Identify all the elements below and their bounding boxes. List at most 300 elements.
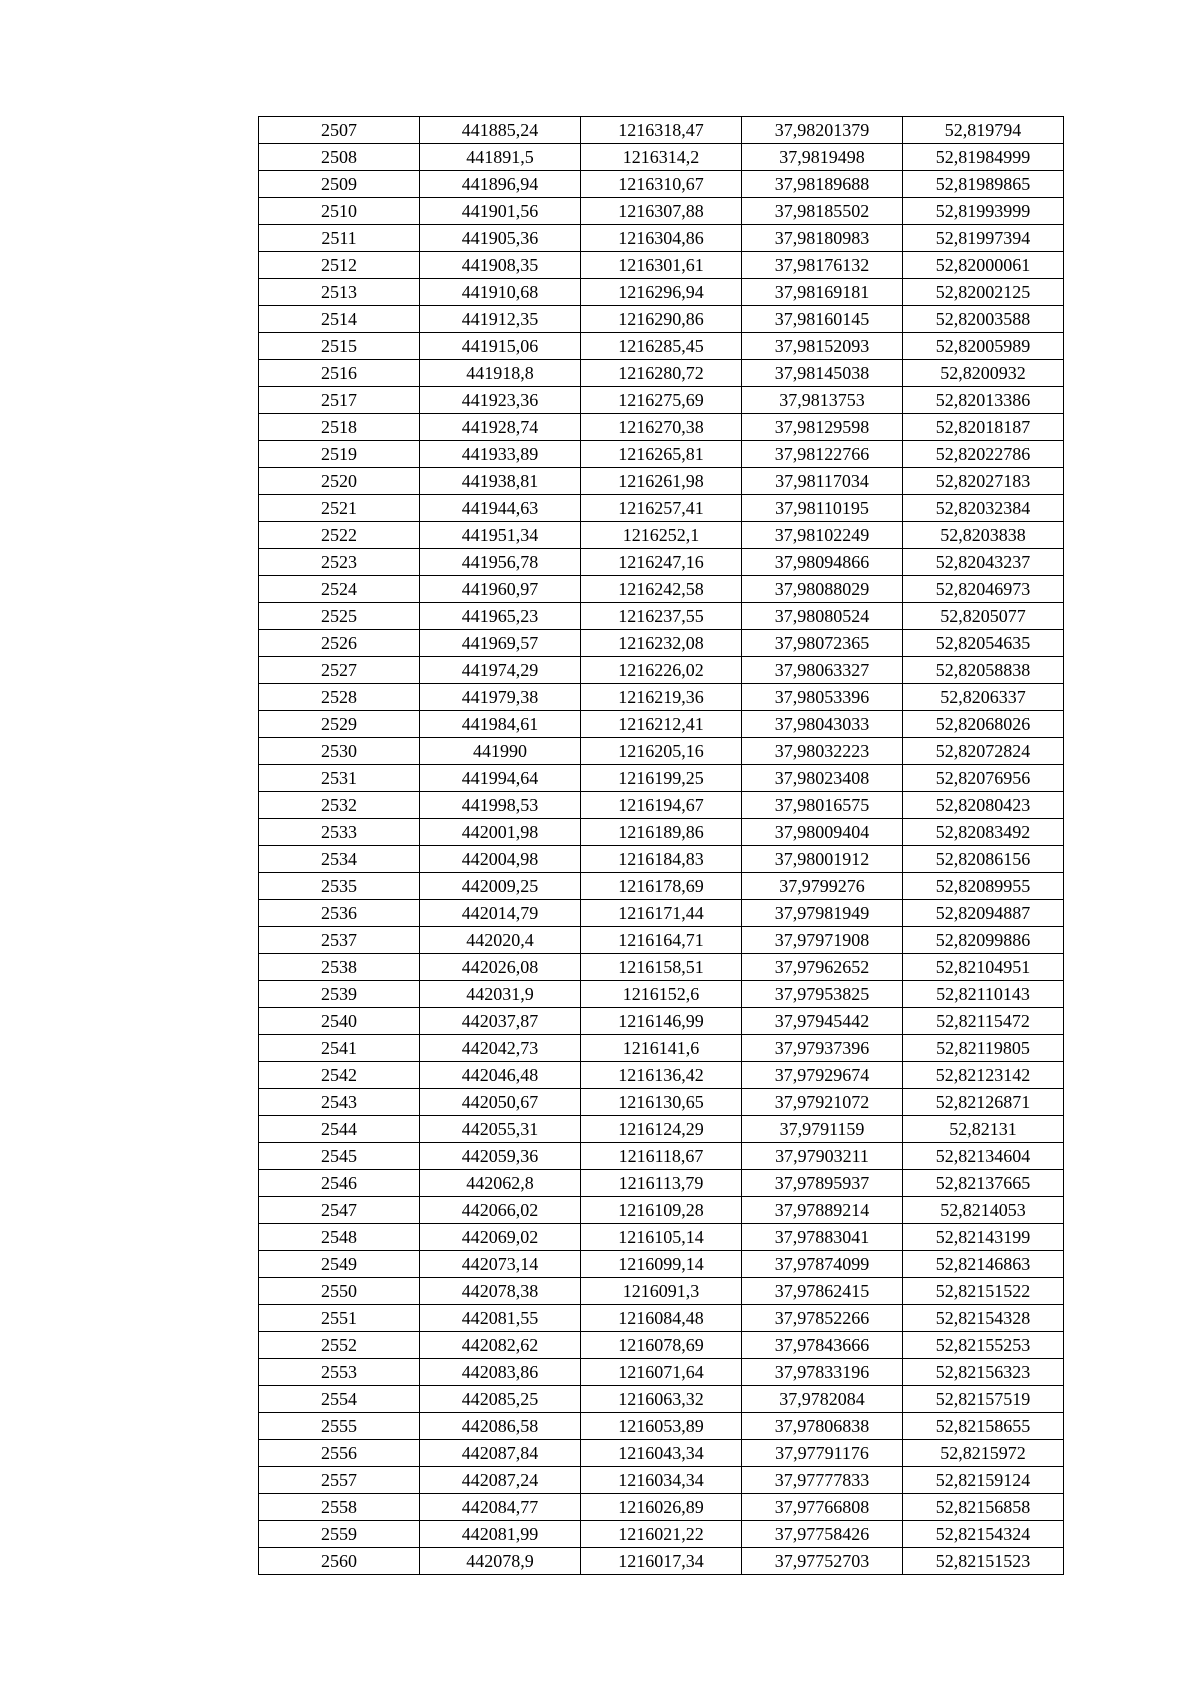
longitude-cell: 37,98145038 [742, 360, 903, 387]
table-row [259, 1170, 1064, 1197]
longitude-cell: 37,97895937 [742, 1170, 903, 1197]
coord-x-cell: 442059,36 [420, 1143, 581, 1170]
point-number-cell: 2524 [259, 576, 420, 603]
longitude-cell: 37,98072365 [742, 630, 903, 657]
table-row [259, 1251, 1064, 1278]
point-number-cell: 2556 [259, 1440, 420, 1467]
coord-x-cell: 441984,61 [420, 711, 581, 738]
point-number-cell: 2512 [259, 252, 420, 279]
table-row [259, 1467, 1064, 1494]
table-row [259, 927, 1064, 954]
longitude-cell: 37,97874099 [742, 1251, 903, 1278]
table-row [259, 630, 1064, 657]
coord-y-cell: 1216158,51 [581, 954, 742, 981]
table-row [259, 279, 1064, 306]
table-row [259, 333, 1064, 360]
latitude-cell: 52,82154328 [903, 1305, 1064, 1332]
table-row [259, 495, 1064, 522]
table-row [259, 522, 1064, 549]
coord-y-cell: 1216026,89 [581, 1494, 742, 1521]
longitude-cell: 37,97937396 [742, 1035, 903, 1062]
latitude-cell: 52,82131 [903, 1116, 1064, 1143]
latitude-cell: 52,8215972 [903, 1440, 1064, 1467]
point-number-cell: 2540 [259, 1008, 420, 1035]
coord-x-cell: 442073,14 [420, 1251, 581, 1278]
coord-y-cell: 1216280,72 [581, 360, 742, 387]
coord-x-cell: 442084,77 [420, 1494, 581, 1521]
table-row [259, 711, 1064, 738]
table-row [259, 1305, 1064, 1332]
point-number-cell: 2528 [259, 684, 420, 711]
latitude-cell: 52,82013386 [903, 387, 1064, 414]
point-number-cell: 2510 [259, 198, 420, 225]
latitude-cell: 52,82032384 [903, 495, 1064, 522]
coord-x-cell: 441885,24 [420, 117, 581, 144]
point-number-cell: 2511 [259, 225, 420, 252]
coord-x-cell: 441933,89 [420, 441, 581, 468]
coord-y-cell: 1216296,94 [581, 279, 742, 306]
longitude-cell: 37,98185502 [742, 198, 903, 225]
latitude-cell: 52,82094887 [903, 900, 1064, 927]
coord-y-cell: 1216130,65 [581, 1089, 742, 1116]
longitude-cell: 37,97791176 [742, 1440, 903, 1467]
longitude-cell: 37,97962652 [742, 954, 903, 981]
point-number-cell: 2532 [259, 792, 420, 819]
table-row [259, 1062, 1064, 1089]
coord-x-cell: 442087,84 [420, 1440, 581, 1467]
point-number-cell: 2552 [259, 1332, 420, 1359]
coord-y-cell: 1216099,14 [581, 1251, 742, 1278]
longitude-cell: 37,97889214 [742, 1197, 903, 1224]
longitude-cell: 37,97843666 [742, 1332, 903, 1359]
point-number-cell: 2520 [259, 468, 420, 495]
coord-x-cell: 441905,36 [420, 225, 581, 252]
point-number-cell: 2522 [259, 522, 420, 549]
point-number-cell: 2527 [259, 657, 420, 684]
table-row [259, 306, 1064, 333]
longitude-cell: 37,97852266 [742, 1305, 903, 1332]
longitude-cell: 37,98063327 [742, 657, 903, 684]
point-number-cell: 2541 [259, 1035, 420, 1062]
point-number-cell: 2526 [259, 630, 420, 657]
coord-y-cell: 1216301,61 [581, 252, 742, 279]
coord-y-cell: 1216242,58 [581, 576, 742, 603]
longitude-cell: 37,97953825 [742, 981, 903, 1008]
latitude-cell: 52,82146863 [903, 1251, 1064, 1278]
point-number-cell: 2514 [259, 306, 420, 333]
longitude-cell: 37,9813753 [742, 387, 903, 414]
longitude-cell: 37,98032223 [742, 738, 903, 765]
point-number-cell: 2544 [259, 1116, 420, 1143]
coord-y-cell: 1216164,71 [581, 927, 742, 954]
latitude-cell: 52,81989865 [903, 171, 1064, 198]
coord-x-cell: 441998,53 [420, 792, 581, 819]
coord-x-cell: 441951,34 [420, 522, 581, 549]
coord-x-cell: 442062,8 [420, 1170, 581, 1197]
table-row [259, 441, 1064, 468]
table-row [259, 1035, 1064, 1062]
coord-x-cell: 442055,31 [420, 1116, 581, 1143]
point-number-cell: 2542 [259, 1062, 420, 1089]
point-number-cell: 2538 [259, 954, 420, 981]
table-row [259, 981, 1064, 1008]
coord-y-cell: 1216310,67 [581, 171, 742, 198]
coord-x-cell: 442050,67 [420, 1089, 581, 1116]
longitude-cell: 37,97766808 [742, 1494, 903, 1521]
latitude-cell: 52,8206337 [903, 684, 1064, 711]
coord-x-cell: 441918,8 [420, 360, 581, 387]
longitude-cell: 37,97921072 [742, 1089, 903, 1116]
longitude-cell: 37,98169181 [742, 279, 903, 306]
coord-y-cell: 1216285,45 [581, 333, 742, 360]
table-row [259, 1359, 1064, 1386]
table-row [259, 954, 1064, 981]
coord-x-cell: 441896,94 [420, 171, 581, 198]
coord-x-cell: 441928,74 [420, 414, 581, 441]
coord-x-cell: 441912,35 [420, 306, 581, 333]
coord-x-cell: 442004,98 [420, 846, 581, 873]
table-row [259, 1008, 1064, 1035]
table-row [259, 846, 1064, 873]
coord-y-cell: 1216146,99 [581, 1008, 742, 1035]
coord-x-cell: 441923,36 [420, 387, 581, 414]
latitude-cell: 52,82058838 [903, 657, 1064, 684]
longitude-cell: 37,97945442 [742, 1008, 903, 1035]
coord-x-cell: 442085,25 [420, 1386, 581, 1413]
coord-y-cell: 1216212,41 [581, 711, 742, 738]
table-row [259, 414, 1064, 441]
point-number-cell: 2531 [259, 765, 420, 792]
coord-x-cell: 442081,55 [420, 1305, 581, 1332]
longitude-cell: 37,9782084 [742, 1386, 903, 1413]
coord-x-cell: 441938,81 [420, 468, 581, 495]
point-number-cell: 2548 [259, 1224, 420, 1251]
table-row [259, 360, 1064, 387]
coord-y-cell: 1216078,69 [581, 1332, 742, 1359]
coord-x-cell: 442042,73 [420, 1035, 581, 1062]
table-row [259, 1224, 1064, 1251]
longitude-cell: 37,97777833 [742, 1467, 903, 1494]
coordinates-table-body [259, 117, 1064, 1575]
point-number-cell: 2559 [259, 1521, 420, 1548]
longitude-cell: 37,98088029 [742, 576, 903, 603]
coord-x-cell: 441956,78 [420, 549, 581, 576]
point-number-cell: 2507 [259, 117, 420, 144]
longitude-cell: 37,98189688 [742, 171, 903, 198]
table-row [259, 738, 1064, 765]
latitude-cell: 52,82086156 [903, 846, 1064, 873]
coord-y-cell: 1216304,86 [581, 225, 742, 252]
point-number-cell: 2546 [259, 1170, 420, 1197]
coord-x-cell: 442026,08 [420, 954, 581, 981]
coord-x-cell: 441994,64 [420, 765, 581, 792]
latitude-cell: 52,82154324 [903, 1521, 1064, 1548]
coord-x-cell: 442046,48 [420, 1062, 581, 1089]
latitude-cell: 52,81984999 [903, 144, 1064, 171]
point-number-cell: 2557 [259, 1467, 420, 1494]
table-row [259, 252, 1064, 279]
coord-y-cell: 1216043,34 [581, 1440, 742, 1467]
table-row [259, 225, 1064, 252]
coord-y-cell: 1216219,36 [581, 684, 742, 711]
point-number-cell: 2519 [259, 441, 420, 468]
coord-y-cell: 1216270,38 [581, 414, 742, 441]
coord-y-cell: 1216184,83 [581, 846, 742, 873]
latitude-cell: 52,82156323 [903, 1359, 1064, 1386]
longitude-cell: 37,97903211 [742, 1143, 903, 1170]
latitude-cell: 52,82002125 [903, 279, 1064, 306]
coord-y-cell: 1216261,98 [581, 468, 742, 495]
table-row [259, 1548, 1064, 1575]
latitude-cell: 52,82137665 [903, 1170, 1064, 1197]
coord-x-cell: 441901,56 [420, 198, 581, 225]
longitude-cell: 37,98001912 [742, 846, 903, 873]
table-row [259, 1494, 1064, 1521]
latitude-cell: 52,82151522 [903, 1278, 1064, 1305]
table-row [259, 657, 1064, 684]
latitude-cell: 52,82000061 [903, 252, 1064, 279]
latitude-cell: 52,82143199 [903, 1224, 1064, 1251]
latitude-cell: 52,82068026 [903, 711, 1064, 738]
coord-y-cell: 1216194,67 [581, 792, 742, 819]
latitude-cell: 52,82134604 [903, 1143, 1064, 1170]
coord-y-cell: 1216084,48 [581, 1305, 742, 1332]
coord-x-cell: 442081,99 [420, 1521, 581, 1548]
latitude-cell: 52,82158655 [903, 1413, 1064, 1440]
coord-x-cell: 442001,98 [420, 819, 581, 846]
coord-x-cell: 442087,24 [420, 1467, 581, 1494]
coord-y-cell: 1216113,79 [581, 1170, 742, 1197]
table-row [259, 1386, 1064, 1413]
point-number-cell: 2545 [259, 1143, 420, 1170]
point-number-cell: 2550 [259, 1278, 420, 1305]
point-number-cell: 2533 [259, 819, 420, 846]
table-row [259, 468, 1064, 495]
coord-y-cell: 1216189,86 [581, 819, 742, 846]
latitude-cell: 52,82157519 [903, 1386, 1064, 1413]
coord-y-cell: 1216226,02 [581, 657, 742, 684]
coord-x-cell: 442082,62 [420, 1332, 581, 1359]
coord-y-cell: 1216071,64 [581, 1359, 742, 1386]
longitude-cell: 37,97929674 [742, 1062, 903, 1089]
longitude-cell: 37,97981949 [742, 900, 903, 927]
point-number-cell: 2508 [259, 144, 420, 171]
latitude-cell: 52,82110143 [903, 981, 1064, 1008]
coord-y-cell: 1216091,3 [581, 1278, 742, 1305]
coord-y-cell: 1216063,32 [581, 1386, 742, 1413]
coord-y-cell: 1216232,08 [581, 630, 742, 657]
longitude-cell: 37,98122766 [742, 441, 903, 468]
coord-y-cell: 1216307,88 [581, 198, 742, 225]
point-number-cell: 2521 [259, 495, 420, 522]
table-row [259, 900, 1064, 927]
coord-x-cell: 442069,02 [420, 1224, 581, 1251]
longitude-cell: 37,98009404 [742, 819, 903, 846]
latitude-cell: 52,81997394 [903, 225, 1064, 252]
point-number-cell: 2539 [259, 981, 420, 1008]
longitude-cell: 37,98080524 [742, 603, 903, 630]
latitude-cell: 52,82123142 [903, 1062, 1064, 1089]
coord-y-cell: 1216124,29 [581, 1116, 742, 1143]
coord-y-cell: 1216152,6 [581, 981, 742, 1008]
longitude-cell: 37,9791159 [742, 1116, 903, 1143]
coord-y-cell: 1216141,6 [581, 1035, 742, 1062]
coord-x-cell: 441891,5 [420, 144, 581, 171]
point-number-cell: 2534 [259, 846, 420, 873]
coord-y-cell: 1216252,1 [581, 522, 742, 549]
point-number-cell: 2525 [259, 603, 420, 630]
table-row [259, 1278, 1064, 1305]
coord-y-cell: 1216109,28 [581, 1197, 742, 1224]
coord-y-cell: 1216257,41 [581, 495, 742, 522]
longitude-cell: 37,98160145 [742, 306, 903, 333]
longitude-cell: 37,97883041 [742, 1224, 903, 1251]
coord-x-cell: 442037,87 [420, 1008, 581, 1035]
longitude-cell: 37,98102249 [742, 522, 903, 549]
coord-x-cell: 441965,23 [420, 603, 581, 630]
coord-x-cell: 442009,25 [420, 873, 581, 900]
point-number-cell: 2515 [259, 333, 420, 360]
longitude-cell: 37,98023408 [742, 765, 903, 792]
coord-y-cell: 1216118,67 [581, 1143, 742, 1170]
table-row [259, 171, 1064, 198]
coord-x-cell: 442014,79 [420, 900, 581, 927]
coord-x-cell: 441908,35 [420, 252, 581, 279]
point-number-cell: 2537 [259, 927, 420, 954]
coord-y-cell: 1216053,89 [581, 1413, 742, 1440]
point-number-cell: 2536 [259, 900, 420, 927]
longitude-cell: 37,98129598 [742, 414, 903, 441]
coord-y-cell: 1216205,16 [581, 738, 742, 765]
coord-y-cell: 1216105,14 [581, 1224, 742, 1251]
coord-x-cell: 442078,38 [420, 1278, 581, 1305]
latitude-cell: 52,82099886 [903, 927, 1064, 954]
coord-x-cell: 441960,97 [420, 576, 581, 603]
latitude-cell: 52,82104951 [903, 954, 1064, 981]
table-row [259, 1332, 1064, 1359]
latitude-cell: 52,82022786 [903, 441, 1064, 468]
table-row [259, 1521, 1064, 1548]
latitude-cell: 52,82072824 [903, 738, 1064, 765]
latitude-cell: 52,81993999 [903, 198, 1064, 225]
coord-y-cell: 1216318,47 [581, 117, 742, 144]
longitude-cell: 37,98043033 [742, 711, 903, 738]
coord-x-cell: 442078,9 [420, 1548, 581, 1575]
coord-x-cell: 441915,06 [420, 333, 581, 360]
point-number-cell: 2529 [259, 711, 420, 738]
table-row [259, 198, 1064, 225]
coord-x-cell: 441990 [420, 738, 581, 765]
longitude-cell: 37,97806838 [742, 1413, 903, 1440]
table-row [259, 1413, 1064, 1440]
longitude-cell: 37,98180983 [742, 225, 903, 252]
latitude-cell: 52,82151523 [903, 1548, 1064, 1575]
point-number-cell: 2558 [259, 1494, 420, 1521]
point-number-cell: 2554 [259, 1386, 420, 1413]
point-number-cell: 2551 [259, 1305, 420, 1332]
point-number-cell: 2516 [259, 360, 420, 387]
latitude-cell: 52,82054635 [903, 630, 1064, 657]
longitude-cell: 37,97971908 [742, 927, 903, 954]
point-number-cell: 2555 [259, 1413, 420, 1440]
point-number-cell: 2523 [259, 549, 420, 576]
point-number-cell: 2547 [259, 1197, 420, 1224]
table-row [259, 765, 1064, 792]
point-number-cell: 2518 [259, 414, 420, 441]
coord-x-cell: 441910,68 [420, 279, 581, 306]
point-number-cell: 2517 [259, 387, 420, 414]
coord-x-cell: 441969,57 [420, 630, 581, 657]
longitude-cell: 37,98094866 [742, 549, 903, 576]
longitude-cell: 37,98117034 [742, 468, 903, 495]
point-number-cell: 2509 [259, 171, 420, 198]
table-row [259, 576, 1064, 603]
table-row [259, 549, 1064, 576]
coord-x-cell: 441944,63 [420, 495, 581, 522]
table-row [259, 1089, 1064, 1116]
latitude-cell: 52,82018187 [903, 414, 1064, 441]
latitude-cell: 52,82080423 [903, 792, 1064, 819]
latitude-cell: 52,82027183 [903, 468, 1064, 495]
latitude-cell: 52,8205077 [903, 603, 1064, 630]
coord-y-cell: 1216265,81 [581, 441, 742, 468]
table-row [259, 603, 1064, 630]
latitude-cell: 52,82005989 [903, 333, 1064, 360]
coord-x-cell: 441979,38 [420, 684, 581, 711]
table-row [259, 144, 1064, 171]
latitude-cell: 52,8214053 [903, 1197, 1064, 1224]
longitude-cell: 37,98201379 [742, 117, 903, 144]
latitude-cell: 52,82159124 [903, 1467, 1064, 1494]
coord-x-cell: 442020,4 [420, 927, 581, 954]
coord-y-cell: 1216314,2 [581, 144, 742, 171]
latitude-cell: 52,8203838 [903, 522, 1064, 549]
table-row [259, 1197, 1064, 1224]
coord-y-cell: 1216021,22 [581, 1521, 742, 1548]
coord-y-cell: 1216034,34 [581, 1467, 742, 1494]
longitude-cell: 37,9819498 [742, 144, 903, 171]
longitude-cell: 37,97862415 [742, 1278, 903, 1305]
coord-y-cell: 1216136,42 [581, 1062, 742, 1089]
latitude-cell: 52,82083492 [903, 819, 1064, 846]
latitude-cell: 52,82043237 [903, 549, 1064, 576]
coord-y-cell: 1216171,44 [581, 900, 742, 927]
latitude-cell: 52,82076956 [903, 765, 1064, 792]
latitude-cell: 52,82115472 [903, 1008, 1064, 1035]
latitude-cell: 52,819794 [903, 117, 1064, 144]
point-number-cell: 2535 [259, 873, 420, 900]
longitude-cell: 37,9799276 [742, 873, 903, 900]
coord-x-cell: 442031,9 [420, 981, 581, 1008]
coord-y-cell: 1216290,86 [581, 306, 742, 333]
table-row [259, 819, 1064, 846]
longitude-cell: 37,97833196 [742, 1359, 903, 1386]
coord-x-cell: 441974,29 [420, 657, 581, 684]
latitude-cell: 52,82155253 [903, 1332, 1064, 1359]
longitude-cell: 37,98176132 [742, 252, 903, 279]
coord-y-cell: 1216275,69 [581, 387, 742, 414]
latitude-cell: 52,82126871 [903, 1089, 1064, 1116]
longitude-cell: 37,97758426 [742, 1521, 903, 1548]
table-row [259, 387, 1064, 414]
point-number-cell: 2560 [259, 1548, 420, 1575]
latitude-cell: 52,82003588 [903, 306, 1064, 333]
coord-y-cell: 1216017,34 [581, 1548, 742, 1575]
table-row [259, 1143, 1064, 1170]
latitude-cell: 52,82119805 [903, 1035, 1064, 1062]
table-row [259, 684, 1064, 711]
point-number-cell: 2513 [259, 279, 420, 306]
